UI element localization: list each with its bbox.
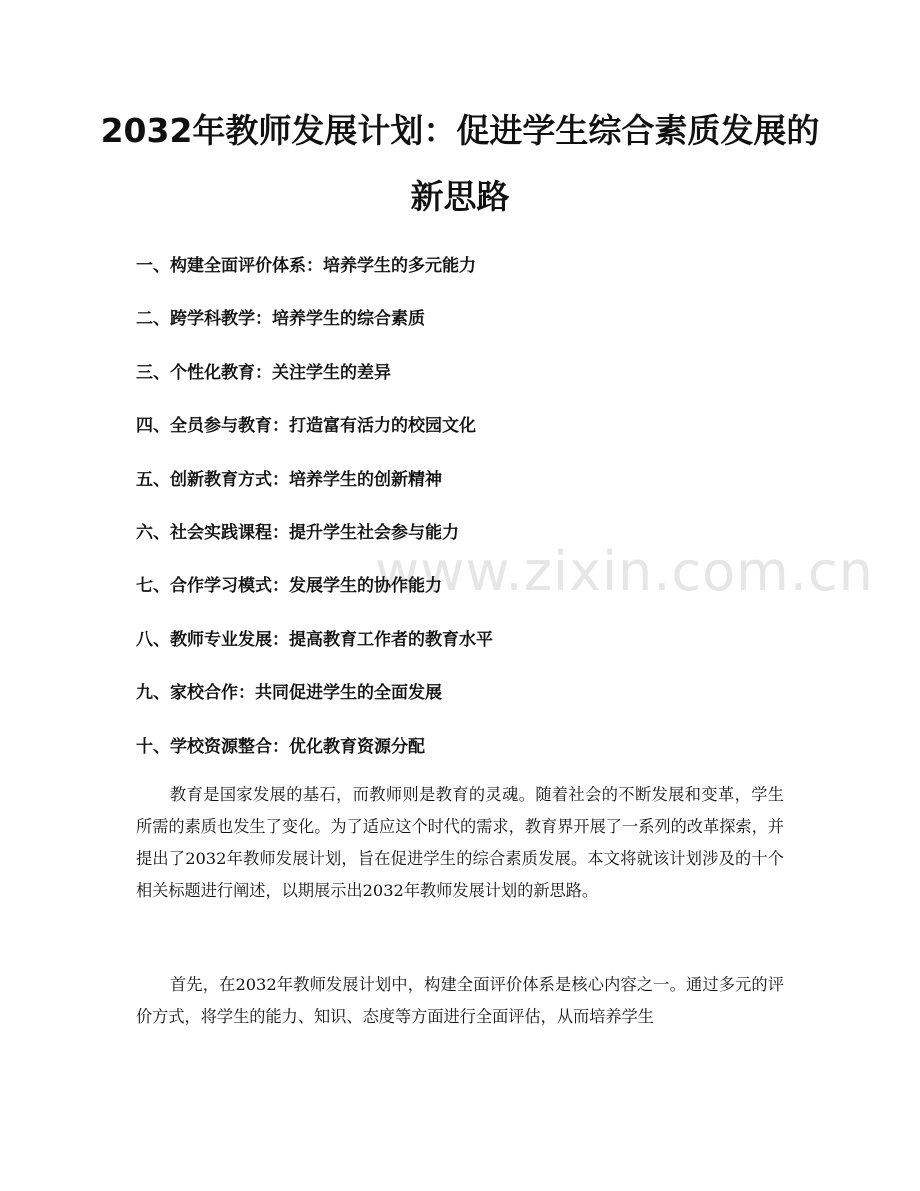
toc-item: 五、创新教育方式：培养学生的创新精神	[136, 469, 442, 490]
toc-item: 一、构建全面评价体系：培养学生的多元能力	[136, 256, 476, 276]
toc-item: 三、个性化教育：关注学生的差异	[136, 362, 391, 383]
toc-item: 四、全员参与教育：打造富有活力的校园文化	[136, 416, 476, 437]
toc-item: 八、教师专业发展：提高教育工作者的教育水平	[136, 629, 493, 650]
toc-item: 九、家校合作：共同促进学生的全面发展	[136, 683, 442, 704]
toc-item: 十、学校资源整合：优化教育资源分配	[136, 736, 425, 757]
toc-item: 二、跨学科教学：培养学生的综合素质	[136, 309, 425, 330]
body-paragraph: 首先，在2032年教师发展计划中，构建全面评价体系是核心内容之一。通过多元的评价方式，将学生的能力、知识、态度等方面进行全面评估，从而培养学生	[136, 975, 784, 1026]
table-of-contents	[136, 249, 493, 783]
page-title: 2032年教师发展计划：促进学生综合素质发展的新思路	[100, 111, 820, 216]
watermark: www.zixin.com.cn	[375, 540, 874, 603]
toc-item: 六、社会实践课程：提升学生社会参与能力	[136, 522, 459, 543]
toc-item: 七、合作学习模式：发展学生的协作能力	[136, 576, 442, 597]
body-paragraph: 教育是国家发展的基石，而教师则是教育的灵魂。随着社会的不断发展和变革，学生所需的素质也发生了变化。为了适应这个时代的需求，教育界开展了一系列的改革探索，并提出了2032年教师发展计划，旨在促进学生的综合素质发展。本文将就该计划涉及的十个相关标题进行阐述，以期展示出2032年教师发展计划的新思路。	[136, 785, 784, 900]
